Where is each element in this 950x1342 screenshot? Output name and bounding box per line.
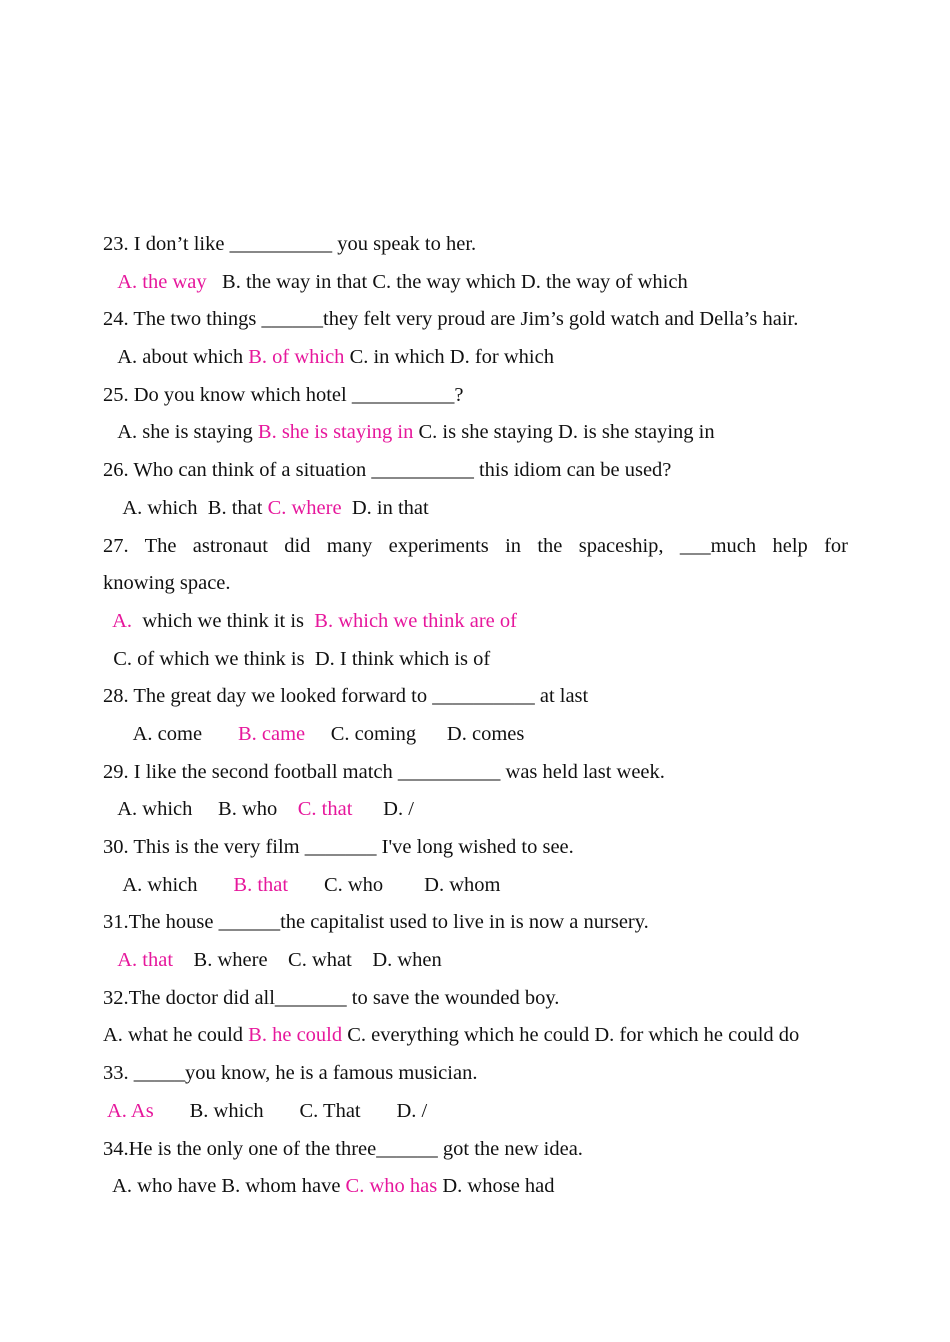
- question-line: [103, 565, 848, 603]
- answer-options-line: [103, 603, 848, 641]
- correct-answer: B. of which: [248, 346, 345, 369]
- question-line: [103, 980, 848, 1018]
- question-line: [103, 678, 848, 716]
- worksheet-page: [103, 226, 848, 1206]
- answer-options-line: [103, 339, 848, 377]
- answer-options-line: [103, 414, 848, 452]
- correct-answer: B. she is staying in: [257, 421, 414, 444]
- correct-answer: C. where: [267, 496, 342, 519]
- answer-options-line: [103, 264, 848, 302]
- text-segment: 29. I like the second football match __________ was held last week.: [103, 760, 665, 783]
- text-segment: A. come: [103, 722, 238, 745]
- correct-answer: A. As: [107, 1099, 154, 1122]
- text-segment: 30. This is the very film _______ I've long wished to see.: [103, 836, 574, 858]
- question-line: [103, 301, 848, 339]
- correct-answer: A. that: [117, 949, 174, 972]
- text-segment: A. which B. that: [103, 496, 268, 519]
- text-segment: [103, 271, 117, 293]
- correct-answer: B. came: [237, 722, 306, 745]
- answer-options-line: [103, 1017, 848, 1055]
- answer-options-line: [103, 716, 848, 754]
- text-segment: 26. Who can think of a situation __________ this idiom can be used?: [103, 459, 672, 482]
- question-line: [103, 754, 848, 792]
- text-segment: A. what he could: [103, 1024, 249, 1047]
- answer-options-line: [103, 867, 848, 905]
- text-segment: 32.The doctor did all_______ to save the wounded boy.: [103, 986, 560, 1009]
- text-segment: 27. The astronaut did many experiments in the spaceship, ___much help for: [103, 534, 848, 557]
- correct-answer: C. who has: [345, 1175, 438, 1198]
- correct-answer: B. which we think are of: [314, 609, 517, 632]
- answer-options-line: [103, 490, 848, 528]
- text-segment: A. which B. who: [103, 798, 298, 821]
- question-line: [103, 829, 848, 867]
- text-segment: D. in that: [341, 496, 429, 519]
- text-segment: 33. _____you know, he is a famous musician.: [103, 1062, 478, 1085]
- text-segment: C. everything which he could D. for which he could do: [342, 1024, 800, 1047]
- text-segment: A. who have B. whom have: [103, 1175, 346, 1198]
- text-segment: knowing space.: [103, 572, 231, 595]
- question-line: [103, 528, 848, 566]
- text-segment: 23. I don’t like __________ you speak to her.: [103, 233, 477, 255]
- question-line: [103, 452, 848, 490]
- text-segment: 28. The great day we looked forward to __________ at last: [103, 685, 589, 708]
- text-segment: [103, 610, 112, 632]
- answer-options-line: [103, 1168, 848, 1206]
- question-line: [103, 377, 848, 415]
- question-line: [103, 1055, 848, 1093]
- text-segment: C. who D. whom: [288, 873, 501, 896]
- correct-answer: C. that: [297, 798, 353, 821]
- text-segment: A. which: [103, 873, 234, 896]
- text-segment: A. she is staying: [103, 421, 258, 444]
- text-segment: 24. The two things ______they felt very proud are Jim’s gold watch and Della’s hair.: [103, 308, 799, 331]
- text-segment: C. coming D. comes: [305, 722, 525, 745]
- question-line: [103, 1131, 848, 1169]
- text-segment: D. whose had: [437, 1175, 555, 1198]
- text-segment: 25. Do you know which hotel __________?: [103, 383, 464, 406]
- text-segment: B. where C. what D. when: [173, 949, 442, 972]
- question-line: [103, 904, 848, 942]
- text-segment: C. of which we think is D. I think which is of: [103, 647, 491, 670]
- correct-answer: A.: [112, 609, 133, 632]
- answer-options-line: [103, 641, 848, 679]
- answer-options-line: [103, 791, 848, 829]
- text-segment: which we think it is: [132, 609, 315, 632]
- text-segment: 31.The house ______the capitalist used to live in is now a nursery.: [103, 911, 649, 934]
- text-segment: C. in which D. for which: [344, 346, 554, 369]
- text-segment: D. /: [352, 798, 414, 821]
- text-segment: 34.He is the only one of the three______ got the new idea.: [103, 1137, 583, 1160]
- text-segment: [103, 949, 117, 971]
- question-line: [103, 226, 848, 264]
- text-segment: A. about which: [103, 346, 249, 369]
- correct-answer: B. he could: [248, 1024, 343, 1047]
- text-segment: C. is she staying D. is she staying in: [413, 421, 715, 444]
- text-segment: B. the way in that C. the way which D. the way of which: [206, 270, 688, 293]
- correct-answer: A. the way: [117, 270, 207, 293]
- answer-options-line: [103, 942, 848, 980]
- correct-answer: B. that: [233, 873, 289, 896]
- text-segment: B. which C. That D. /: [153, 1099, 428, 1122]
- answer-options-line: [103, 1093, 848, 1131]
